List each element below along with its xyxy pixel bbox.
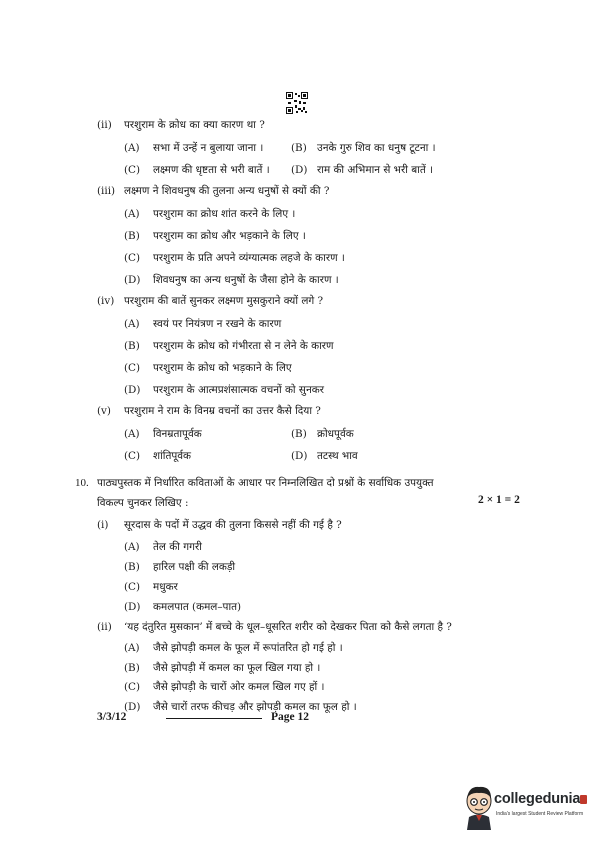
option-label: (C)	[124, 362, 141, 374]
option-text: जैसे झोपड़ी के चारों ओर कमल खिल गए हों ।	[153, 681, 325, 693]
question-label: (ii)	[97, 621, 112, 633]
question-label: (i)	[97, 519, 109, 531]
brand-logo-text: collegedunia	[494, 791, 581, 807]
question-ii	[97, 118, 112, 132]
question-10-instruction-cont: विकल्प चुनकर लिखिए :	[97, 497, 189, 509]
option-label: (B)	[124, 561, 140, 573]
option-text: परशुराम का क्रोध शांत करने के लिए ।	[153, 208, 296, 220]
question-number: 10.	[75, 477, 89, 489]
option-text: परशुराम के क्रोध को गंभीरता से न लेने के कारण	[153, 340, 334, 352]
question-label: (iii)	[97, 185, 116, 197]
question-10-ii-text: ‘यह दंतुरित मुसकान’ में बच्चे के धूल–धूसरित शरीर को देखकर पिता को कैसे लगता है ?	[124, 621, 452, 633]
option-label: (B)	[124, 662, 140, 674]
option-text: परशुराम के क्रोध को भड़काने के लिए	[153, 362, 292, 374]
marks-allocation: 2 × 1 = 2	[478, 494, 520, 506]
mascot-icon	[463, 784, 495, 830]
option-text: लक्ष्मण की धृष्टता से भरी बातें ।	[153, 164, 270, 176]
option-text: जैसे झोपड़ी में कमल का फूल खिल गया हो ।	[153, 662, 321, 674]
option-label: (D)	[124, 274, 141, 286]
option-label: (A)	[124, 642, 140, 654]
option-label: (B)	[124, 230, 140, 242]
option-label: (A)	[124, 208, 140, 220]
question-iv-text: परशुराम की बातें सुनकर लक्ष्मण मुसकुराने क्यों लगे ?	[124, 295, 324, 307]
option-label: (D)	[291, 164, 308, 176]
option-text: तटस्थ भाव	[317, 450, 358, 462]
option-label: (D)	[124, 384, 141, 396]
option-text: विनम्रतापूर्वक	[153, 428, 202, 440]
question-iii-text: लक्ष्मण ने शिवधनुष की तुलना अन्य धनुषों से क्यों की ?	[124, 185, 330, 197]
footer-divider	[166, 718, 262, 719]
option-text: स्वयं पर नियंत्रण न रखने के कारण	[153, 318, 282, 330]
question-10-i-text: सूरदास के पदों में उद्धव की तुलना किससे नहीं की गई है ?	[124, 519, 342, 531]
option-text: मधुकर	[153, 581, 178, 593]
question-v-text: परशुराम ने राम के विनम्र वचनों का उत्तर कैसे दिया ?	[124, 405, 321, 417]
option-label: (B)	[124, 340, 140, 352]
question-ii-text: परशुराम के क्रोध का क्या कारण था ?	[124, 119, 265, 131]
option-text: हारिल पक्षी की लकड़ी	[153, 561, 236, 573]
option-label: (A)	[124, 142, 140, 154]
question-label: (ii)	[97, 119, 112, 131]
option-label: (D)	[124, 601, 141, 613]
option-text: तेल की गगरी	[153, 541, 202, 553]
option-text: जैसे झोपड़ी कमल के फूल में रूपांतरित हो गई हो ।	[153, 642, 343, 654]
option-text: उनके गुरु शिव का धनुष टूटना ।	[317, 142, 436, 154]
option-label: (C)	[124, 252, 141, 264]
question-label: (v)	[97, 405, 111, 417]
question-10-instruction: पाठ्यपुस्तक में निर्धारित कविताओं के आधार पर निम्नलिखित दो प्रश्नों के सर्वाधिक उपयुक्त	[97, 477, 434, 489]
option-label: (D)	[291, 450, 308, 462]
option-text: राम की अभिमान से भरी बातें ।	[317, 164, 434, 176]
page-number: Page 12	[271, 711, 310, 723]
option-text: शिवधनुष का अन्य धनुषों के जैसा होने के कारण ।	[153, 274, 339, 286]
option-text: परशुराम का क्रोध और भड़काने के लिए ।	[153, 230, 306, 242]
paper-code: 3/3/12	[97, 711, 127, 723]
option-text: जैसे चारों तरफ कीचड़ और झोपड़ी कमल का फूल हो ।	[153, 701, 357, 713]
option-text: परशुराम के प्रति अपने व्यंग्यात्मक लहजे के कारण ।	[153, 252, 345, 264]
option-label: (C)	[124, 450, 141, 462]
option-text: शांतिपूर्वक	[153, 450, 192, 462]
qr-code	[286, 92, 308, 114]
option-text: कमलपात (कमल–पात)	[153, 601, 242, 613]
brand-tagline: India's largest Student Review Platform	[496, 811, 584, 817]
option-text: क्रोधपूर्वक	[317, 428, 354, 440]
option-label: (B)	[291, 142, 307, 154]
option-label: (A)	[124, 541, 140, 553]
option-label: (A)	[124, 318, 140, 330]
question-label: (iv)	[97, 295, 115, 307]
option-label: (A)	[124, 428, 140, 440]
option-label: (D)	[124, 701, 141, 713]
option-label: (B)	[291, 428, 307, 440]
option-label: (C)	[124, 681, 141, 693]
option-label: (C)	[124, 164, 141, 176]
option-label: (C)	[124, 581, 141, 593]
option-text: सभा में उन्हें न बुलाया जाना ।	[153, 142, 264, 154]
option-text: परशुराम के आत्मप्रशंसात्मक वचनों को सुनकर	[153, 384, 324, 396]
brand-logo-mark	[580, 795, 587, 804]
